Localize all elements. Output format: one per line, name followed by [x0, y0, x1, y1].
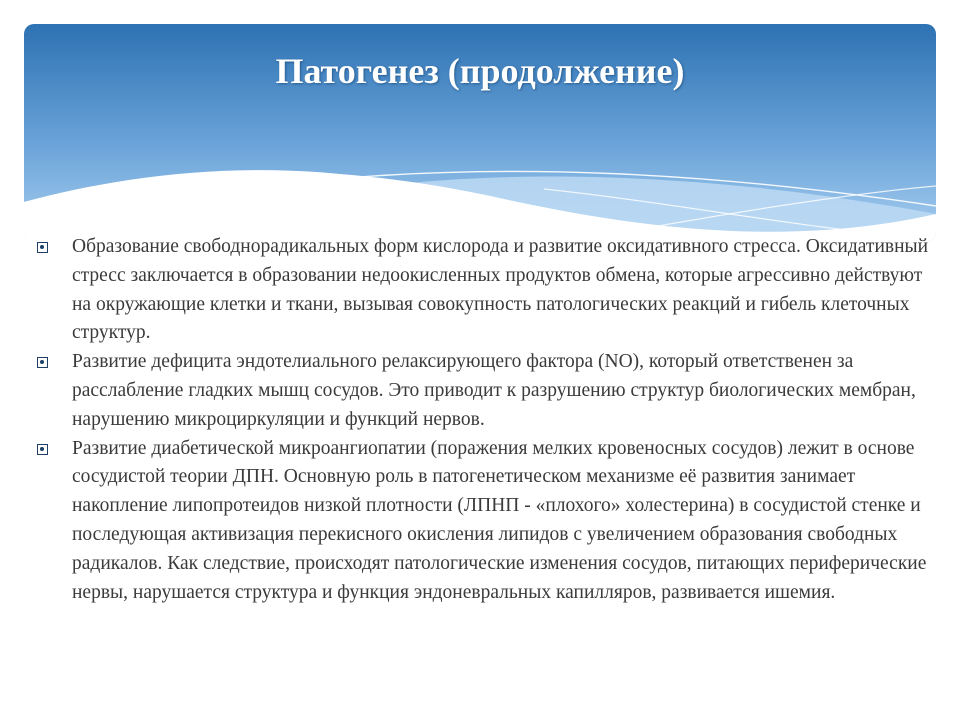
slide-title: Патогенез (продолжение)	[275, 51, 685, 91]
bullet-text: Развитие дефицита эндотелиального релаксирующего фактора (NO), который ответственен за расслабление гладких мышц сосудов. Это приводит к разрушению структур биологических мембран, нарушению микроциркуляции и функций нервов.	[72, 351, 916, 430]
square-dot-bullet-icon	[37, 444, 48, 455]
bullet-item	[36, 435, 936, 608]
square-dot-bullet-icon	[37, 357, 48, 368]
bullet-item	[36, 348, 936, 434]
bullet-text: Образование свободнорадикальных форм кислорода и развитие оксидативного стресса. Оксидативный стресс заключается в образовании недоокисленных продуктов обмена, которые агрессивно действуют на окружающие клетки и ткани, вызывая совокупность патологических реакций и гибель клеточных структур.	[72, 236, 929, 344]
bullet-list	[36, 233, 936, 607]
bullet-text: Развитие диабетической микроангиопатии (поражения мелких кровеносных сосудов) лежит в основе сосудистой теории ДПН. Основную роль в патогенетическом механизме её развития занимает накопление липопротеидов низкой плотности (ЛПНП - «плохого» холестерина) в сосудистой стенке и последующая активизация перекисного окисления липидов с увеличением образования свободных радикалов. Как следствие, происходят патологические изменения сосудов, питающих периферические нервы, нарушается структура и функция эндоневральных капилляров, развивается ишемия.	[72, 437, 927, 603]
square-dot-bullet-icon	[37, 242, 48, 253]
bullet-item	[36, 233, 936, 348]
